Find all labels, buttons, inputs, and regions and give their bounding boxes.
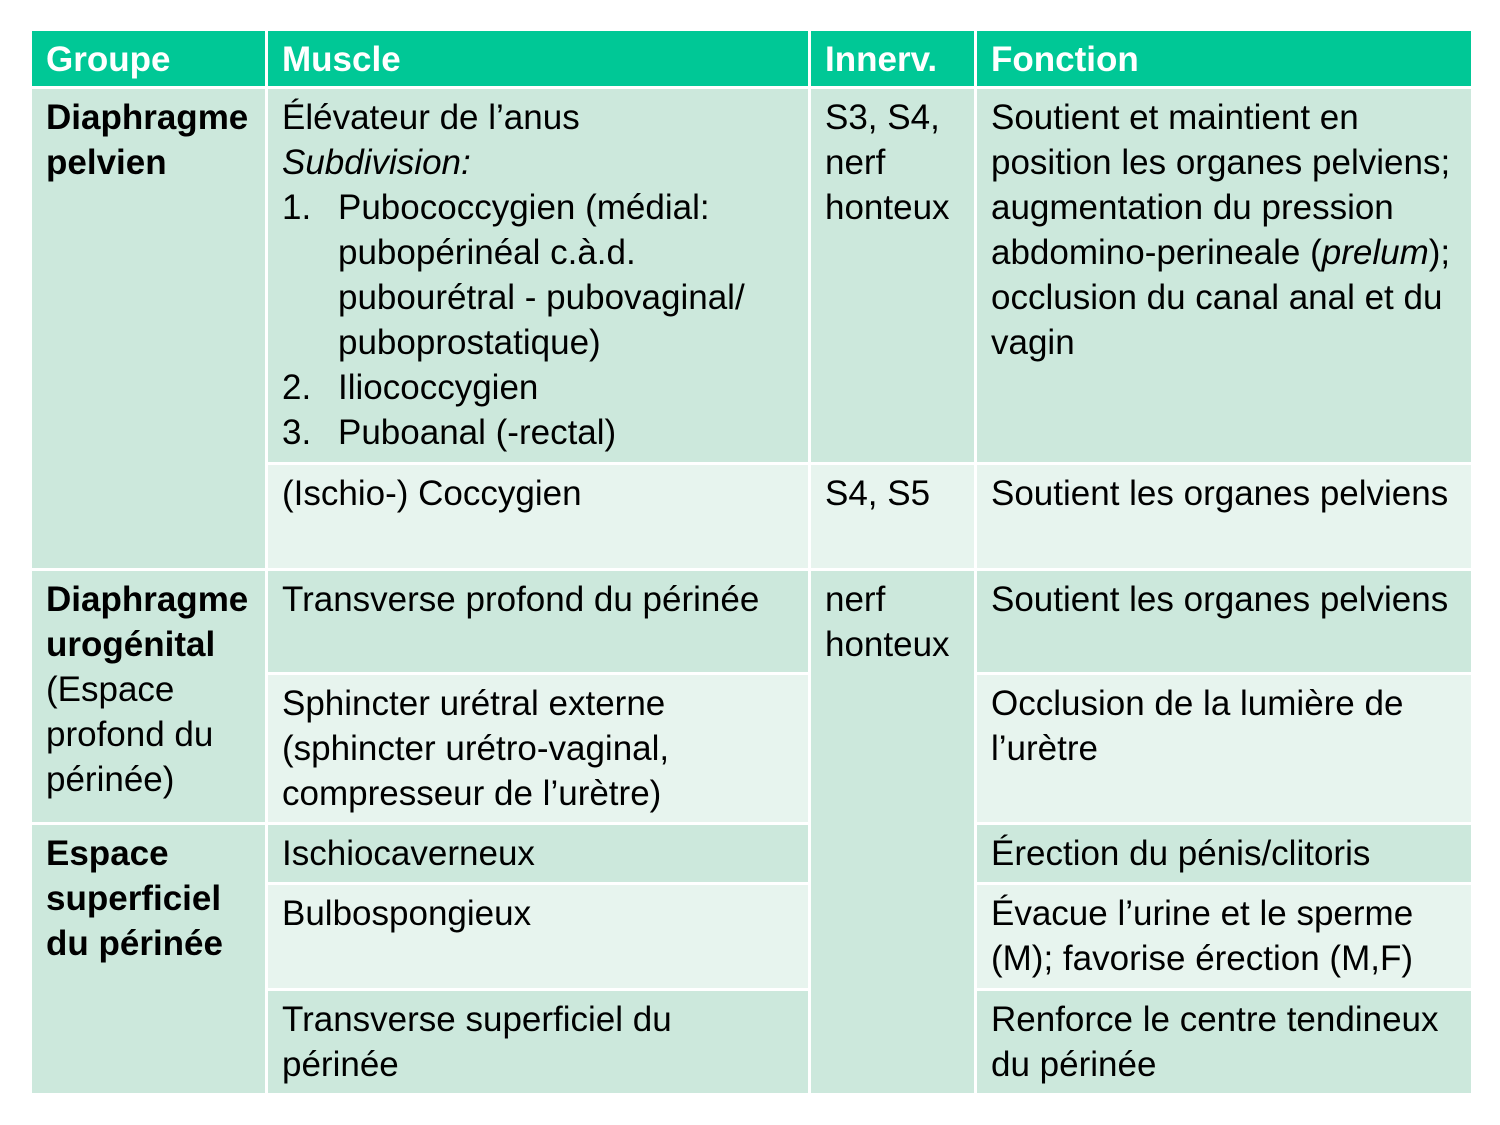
muscle-cell-transverse-profond: Transverse profond du périnée [267,570,810,674]
group-label-subtitle: (Espace profond du périnée) [46,670,214,799]
fonction-text: ); occlusion du canal anal et du vagin [991,233,1451,362]
fonction-italic-term: prelum [1321,233,1429,272]
innervation-cell-nerf-honteux: nerf honteux [810,570,976,1095]
list-number: 2. [282,368,312,407]
fonction-cell-transverse-profond: Soutient les organes pelviens [976,570,1473,674]
list-number: 1. [282,188,312,227]
list-item [282,365,794,410]
fonction-cell-bulbospongieux: Évacue l’urine et le sperme (M); favorise érection (M,F) [976,884,1473,990]
table-row [31,824,1473,884]
muscle-cell-coccygien: (Ischio-) Coccygien [267,464,810,570]
subdivision-label: Subdivision: [282,143,471,182]
table-row [31,570,1473,674]
subdivision-list [282,185,794,455]
group-cell-diaphragme-urogenital [31,570,267,824]
muscle-cell-elevateur [267,88,810,464]
header-fonction: Fonction [976,30,1473,88]
list-item [282,185,794,365]
pelvic-floor-muscles-table [29,28,1474,1096]
list-number: 3. [282,413,312,452]
fonction-cell-sphincter: Occlusion de la lumière de l’urètre [976,674,1473,824]
muscle-name: Élévateur de l’anus [282,98,580,137]
fonction-cell-coccygien: Soutient les organes pelviens [976,464,1473,570]
muscle-cell-ischiocaverneux: Ischiocaverneux [267,824,810,884]
muscle-cell-transverse-superficiel: Transverse superficiel du périnée [267,990,810,1095]
fonction-cell-ischiocaverneux: Érection du pénis/clitoris [976,824,1473,884]
innervation-cell-coccygien: S4, S5 [810,464,976,570]
muscle-cell-bulbospongieux: Bulbospongieux [267,884,810,990]
list-text: Pubococcygien (médial: pubopérinéal c.à.d. pubourétral - pubovaginal/ puboprostatique) [338,188,745,362]
list-text: Puboanal (-rectal) [338,413,617,452]
fonction-text: Soutient et maintient en position les organes pelviens; augmentation du pression abdomino-perineale ( [991,98,1451,272]
header-innervation: Innerv. [810,30,976,88]
header-muscle: Muscle [267,30,810,88]
list-text: Iliococcygien [338,368,539,407]
group-label-bold: Diaphragme urogénital [46,580,249,664]
group-cell-diaphragme-pelvien: Diaphragme pelvien [31,88,267,570]
group-cell-espace-superficiel: Espace superficiel du périnée [31,824,267,1095]
muscle-cell-sphincter: Sphincter urétral externe (sphincter urétro-vaginal, compresseur de l’urètre) [267,674,810,824]
table-row [31,88,1473,464]
fonction-cell-transverse-superficiel: Renforce le centre tendineux du périnée [976,990,1473,1095]
header-groupe: Groupe [31,30,267,88]
list-item [282,410,794,455]
header-row [31,30,1473,88]
innervation-cell-elevateur: S3, S4, nerf honteux [810,88,976,464]
fonction-cell-elevateur [976,88,1473,464]
